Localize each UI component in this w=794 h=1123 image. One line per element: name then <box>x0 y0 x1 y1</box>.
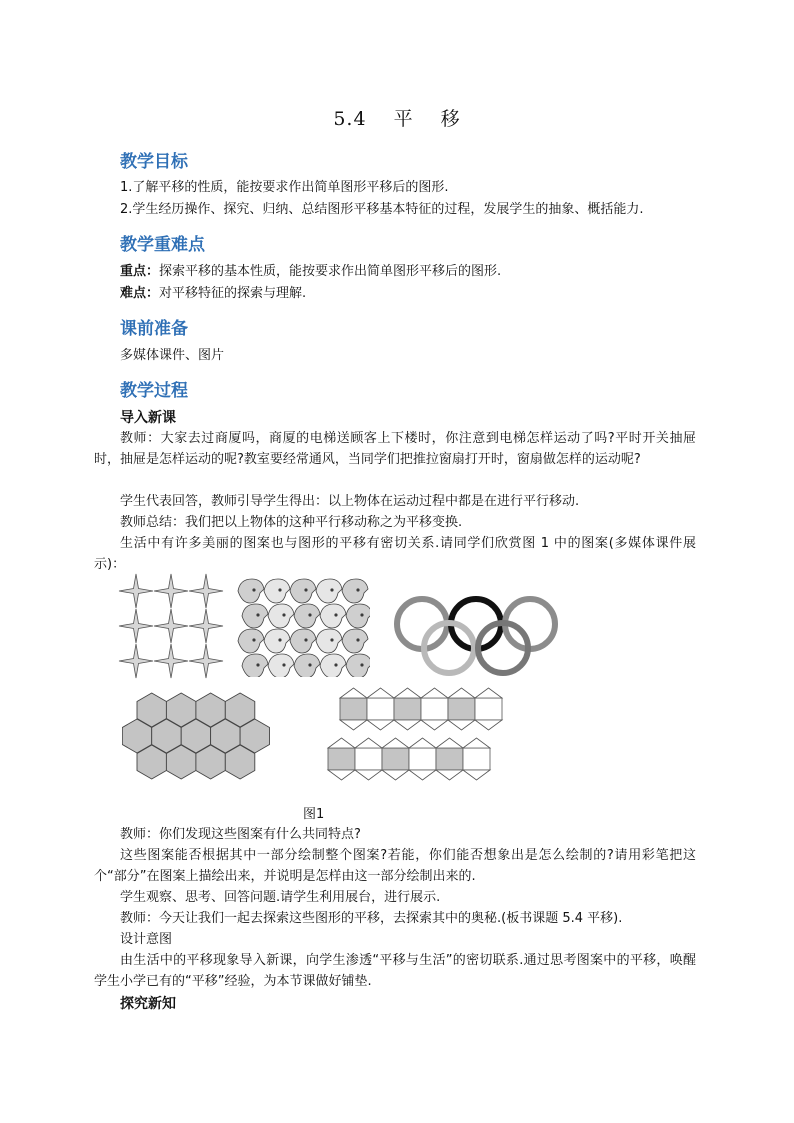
face-tile <box>342 579 368 603</box>
star-pattern-figure <box>118 573 224 679</box>
heading-intro: 导入新课 <box>120 410 176 426</box>
tile-triangle <box>394 688 421 698</box>
face-eye <box>335 664 337 666</box>
face-eye <box>335 614 337 616</box>
face-tile <box>242 654 268 677</box>
face-tile <box>264 579 290 603</box>
tile-triangle <box>409 738 436 748</box>
face-tile <box>290 629 316 653</box>
star-shape <box>189 574 223 608</box>
star-shape <box>189 609 223 643</box>
tile-rect <box>382 748 409 770</box>
tile-triangle <box>328 738 355 748</box>
face-tile <box>268 604 294 628</box>
star-shape <box>189 644 223 678</box>
paragraph-design-intent: 由生活中的平移现象导入新课，向学生渗透“平移与生活”的密切联系.通过思考图案中的平移，唤醒学生小学已有的“平移”经验，为本节课做好铺垫. <box>94 953 696 989</box>
tile-rect <box>463 748 490 770</box>
tile-rect <box>340 698 367 720</box>
face-eye <box>331 589 333 591</box>
figure-caption: 图1 <box>303 807 325 822</box>
title-number: 5.4 <box>333 108 367 130</box>
face-tile <box>264 629 290 653</box>
paragraph-patterns: 生活中有许多美丽的图案也与图形的平移有密切关系.请同学们欣赏图 1 中的图案(多媒体课件展示)： <box>94 536 696 572</box>
face-eye <box>331 639 333 641</box>
hexagon-pattern-figure <box>122 690 284 790</box>
tile-triangle <box>367 720 394 730</box>
key-point-line <box>120 261 695 283</box>
tile-triangle <box>340 688 367 698</box>
face-eye <box>357 639 359 641</box>
paragraph-draw-part: 这些图案能否根据其中一部分绘制整个图案?若能，你们能否想象出是怎么绘制的?请用彩笔把这个“部分”在图案上描绘出来，并说明是怎样由这一部分绘制出来的. <box>94 848 696 884</box>
face-tile <box>346 654 370 677</box>
tile-triangle <box>382 738 409 748</box>
heading-explore: 探究新知 <box>120 996 176 1012</box>
star-shape <box>119 574 153 608</box>
tile-rect <box>436 748 463 770</box>
tile-rect <box>475 698 502 720</box>
title-char-1: 平 <box>393 108 414 130</box>
olympic-rings-figure <box>392 594 564 678</box>
goal-item-1: 1.了解平移的性质，能按要求作出简单图形平移后的图形. <box>120 180 449 195</box>
heading-keypoints: 教学重难点 <box>120 235 205 255</box>
face-tile <box>290 579 316 603</box>
tile-rect <box>421 698 448 720</box>
face-eye <box>305 639 307 641</box>
tile-triangle <box>436 738 463 748</box>
tile-triangle <box>436 770 463 780</box>
star-shape <box>154 644 188 678</box>
face-eye <box>279 639 281 641</box>
face-tile <box>242 604 268 628</box>
face-tile <box>320 654 346 677</box>
tile-triangle <box>367 688 394 698</box>
page-title <box>0 104 794 131</box>
preparation-text: 多媒体课件、图片 <box>120 348 225 363</box>
star-shape <box>119 609 153 643</box>
key-point-label: 重点： <box>120 264 160 279</box>
difficult-point-text: 对平移特征的探索与理解. <box>159 286 307 301</box>
face-tile <box>294 604 320 628</box>
tile-triangle <box>340 720 367 730</box>
tile-triangle <box>475 688 502 698</box>
tile-triangle <box>448 688 475 698</box>
design-intent-label: 设计意图 <box>120 932 173 947</box>
face-eye <box>283 614 285 616</box>
tile-rect <box>409 748 436 770</box>
face-eye <box>305 589 307 591</box>
star-shape <box>119 644 153 678</box>
tile-rect <box>367 698 394 720</box>
tile-rect <box>448 698 475 720</box>
paragraph-common-feature: 教师：你们发现这些图案有什么共同特点? <box>120 827 361 842</box>
tile-triangle <box>355 770 382 780</box>
tile-triangle <box>448 720 475 730</box>
face-eye <box>257 614 259 616</box>
face-tile <box>316 579 342 603</box>
tile-triangle <box>355 738 382 748</box>
paragraph-teacher-summary: 教师总结：我们把以上物体的这种平行移动称之为平移变换. <box>120 515 463 530</box>
face-tile <box>268 654 294 677</box>
face-eye <box>357 589 359 591</box>
face-eye <box>309 614 311 616</box>
tile-triangle <box>421 720 448 730</box>
face-eye <box>283 664 285 666</box>
tile-triangle <box>463 770 490 780</box>
tile-triangle <box>328 770 355 780</box>
tile-rect <box>328 748 355 770</box>
tile-triangle <box>463 738 490 748</box>
star-shape <box>154 574 188 608</box>
goal-item-2: 2.学生经历操作、探究、归纳、总结图形平移基本特征的过程，发展学生的抽象、概括能力. <box>120 202 644 217</box>
heading-preparation: 课前准备 <box>120 319 188 339</box>
tile-triangle <box>394 720 421 730</box>
tile-band-figure <box>326 686 506 796</box>
title-char-2: 移 <box>440 108 461 130</box>
face-tile <box>320 604 346 628</box>
tile-rect <box>394 698 421 720</box>
face-tile <box>316 629 342 653</box>
face-tile <box>238 629 264 653</box>
difficult-point-line <box>120 283 695 305</box>
paragraph-teacher-topic: 教师：今天让我们一起去探索这些图形的平移，去探索其中的奥秘.(板书课题 5.4 平移). <box>120 911 623 926</box>
face-eye <box>253 639 255 641</box>
face-tile <box>294 654 320 677</box>
face-tile <box>238 579 264 603</box>
heading-goals: 教学目标 <box>120 152 188 172</box>
face-tile <box>342 629 368 653</box>
tile-triangle <box>409 770 436 780</box>
star-shape <box>154 609 188 643</box>
paragraph-student-answer: 学生代表回答，教师引导学生得出：以上物体在运动过程中都是在进行平行移动. <box>120 494 580 509</box>
difficult-point-label: 难点： <box>120 286 160 301</box>
tile-triangle <box>382 770 409 780</box>
face-eye <box>279 589 281 591</box>
paragraph-student-activity: 学生观察、思考、回答问题.请学生利用展台，进行展示. <box>120 890 441 905</box>
face-eye <box>361 614 363 616</box>
tile-triangle <box>421 688 448 698</box>
paragraph-intro-question: 教师：大家去过商厦吗，商厦的电梯送顾客上下楼时，你注意到电梯怎样运动了吗?平时开关抽屉时，抽屉是怎样运动的呢?教室要经常通风，当同学们把推拉窗扇打开时，窗扇做怎样的运动呢? <box>94 431 696 467</box>
heading-process: 教学过程 <box>120 381 188 401</box>
tile-triangle <box>475 720 502 730</box>
face-eye <box>309 664 311 666</box>
faces-pattern-figure <box>230 573 370 677</box>
key-point-text: 探索平移的基本性质，能按要求作出简单图形平移后的图形. <box>159 264 502 279</box>
tile-rect <box>355 748 382 770</box>
face-eye <box>253 589 255 591</box>
face-eye <box>257 664 259 666</box>
face-tile <box>346 604 370 628</box>
face-eye <box>361 664 363 666</box>
